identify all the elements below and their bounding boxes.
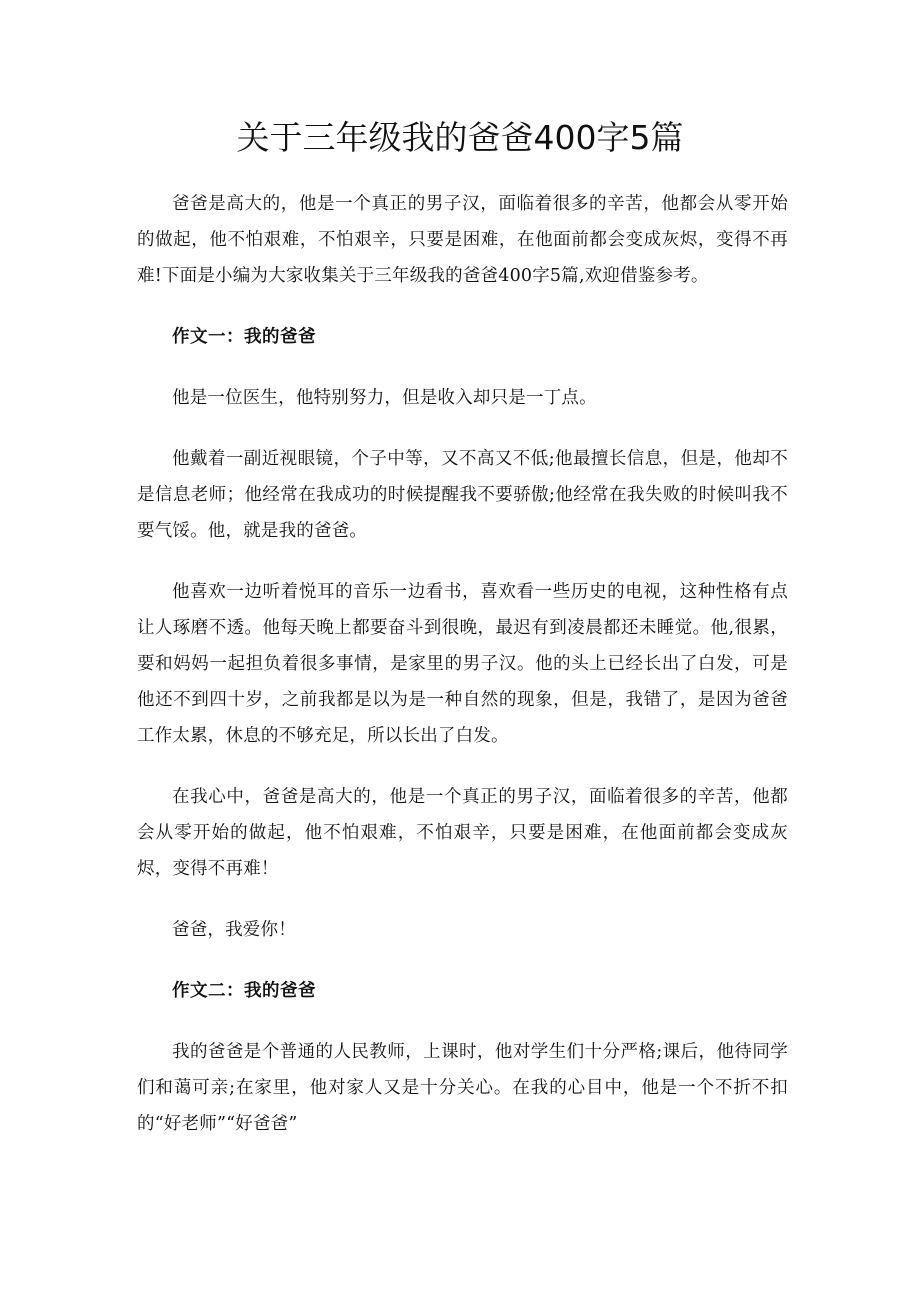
essay1-paragraph: 爸爸，我爱你！ bbox=[172, 920, 296, 940]
document-title: 关于三年级我的爸爸400字5篇 bbox=[236, 118, 684, 157]
essay1-heading: 作文一：我的爸爸 bbox=[172, 327, 316, 347]
essay2-heading: 作文二：我的爸爸 bbox=[172, 981, 316, 1001]
essay1-paragraph: 他喜欢一边听着悦耳的音乐一边看书，喜欢看一些历史的电视，这种性格有点让人琢磨不透。他每天晚上都要奋斗到很晚，最迟有到凌晨都还未睡觉。他,很累，要和妈妈一起担负着很多事情，是家里的男子汉。他的头上已经长出了白发，可是他还不到四十岁，之前我都是以为是一种自然的现象，但是，我错了，是因为爸爸工作太累，休息的不够充足，所以长出了白发。 bbox=[137, 582, 788, 746]
essay2-paragraph: 我的爸爸是个普通的人民教师，上课时，他对学生们十分严格;课后，他待同学们和蔼可亲;在家里，他对家人又是十分关心。在我的心目中，他是一个不折不扣的“好老师”“好爸爸” bbox=[137, 1042, 788, 1134]
essay1-paragraph: 他戴着一副近视眼镜，个子中等，又不高又不低;他最擅长信息，但是，他却不是信息老师；他经常在我成功的时候提醒我不要骄傲;他经常在我失败的时候叫我不要气馁。他，就是我的爸爸。 bbox=[137, 449, 788, 541]
essay1-paragraph: 他是一位医生，他特别努力，但是收入却只是一丁点。 bbox=[172, 388, 597, 408]
intro-paragraph: 爸爸是高大的，他是一个真正的男子汉，面临着很多的辛苦，他都会从零开始的做起，他不怕艰难，不怕艰辛，只要是困难，在他面前都会变成灰烬，变得不再难!下面是小编为大家收集关于三年级我的爸爸400字5篇,欢迎借鉴参考。 bbox=[137, 194, 788, 286]
essay1-paragraph: 在我心中，爸爸是高大的，他是一个真正的男子汉，面临着很多的辛苦，他都会从零开始的做起，他不怕艰难，不怕艰辛，只要是困难，在他面前都会变成灰烬，变得不再难！ bbox=[137, 787, 788, 879]
document-body bbox=[137, 186, 788, 1142]
